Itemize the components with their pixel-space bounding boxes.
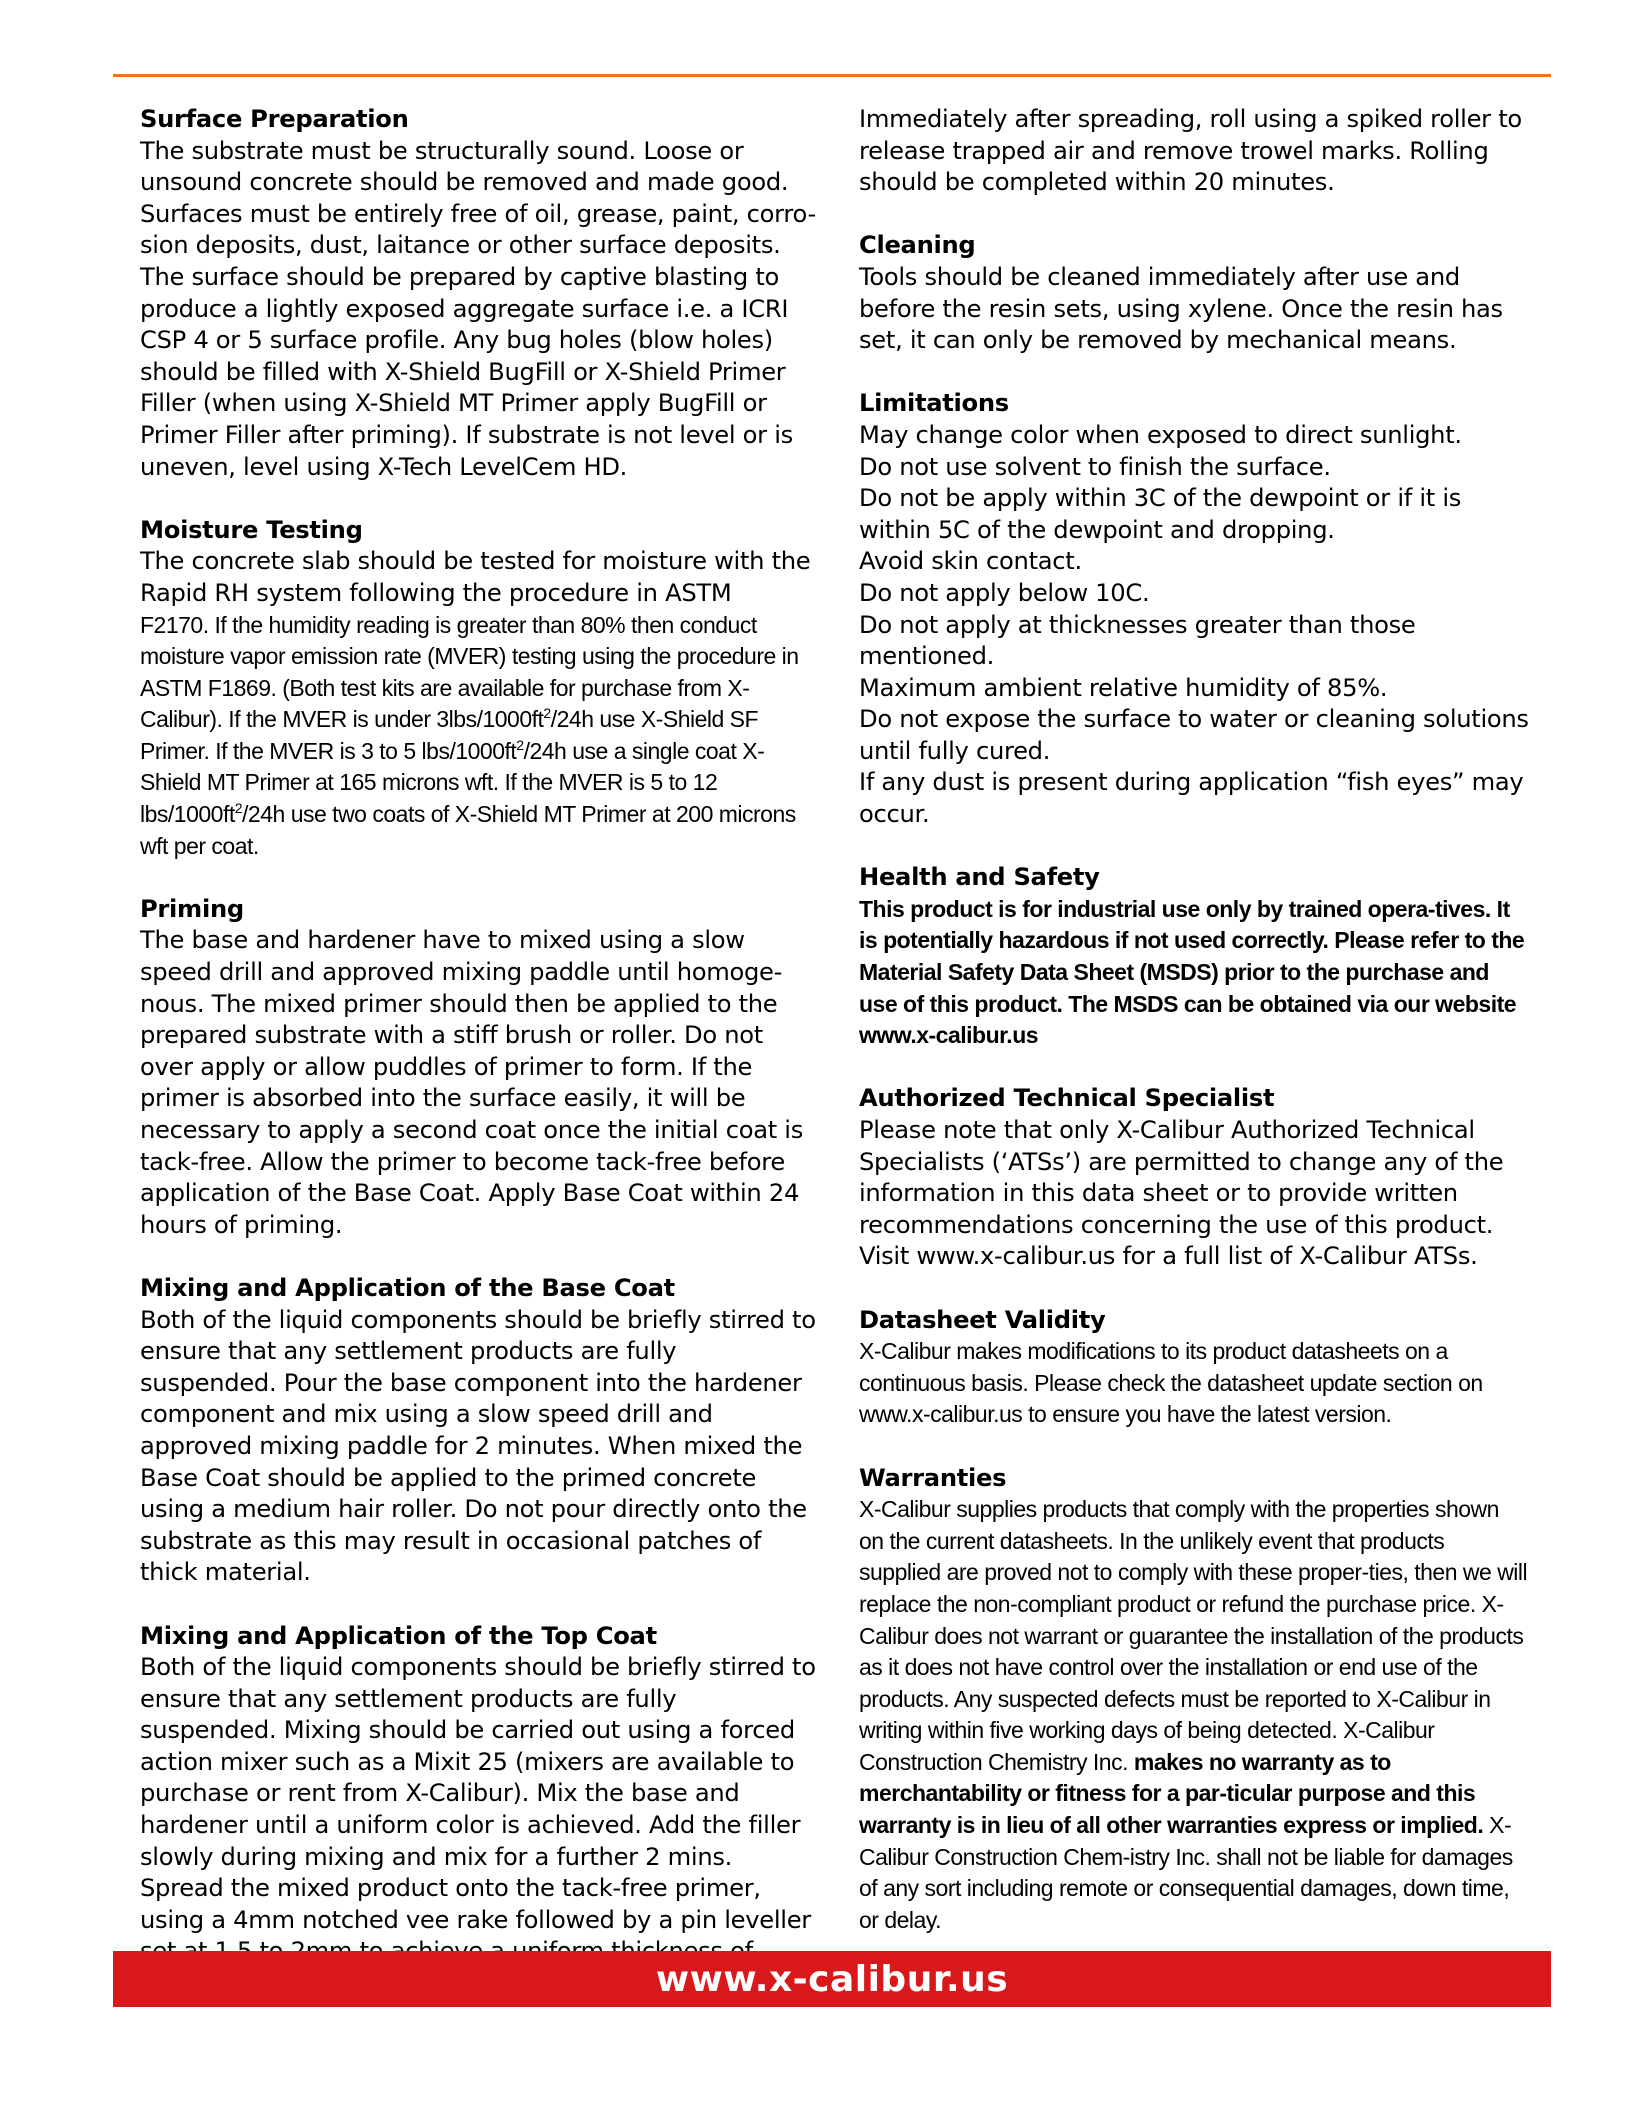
section-body: X-Calibur makes modifications to its product datasheets on a continuous basis. Please check the datasheet update section on www.x-calibur.us to ensure you have the latest version. [859, 1338, 1483, 1428]
section-body-bold: This product is for industrial use only by trained opera-tives. It is potentially hazardous if not used correctly. Please refer to the Material Safety Data Sheet (MSDS) prior to the purchase and use of this product. The MSDS can be obtained via our website www.x-calibur.us [859, 895, 1525, 1049]
section-body [859, 1494, 1529, 1936]
limitation-item: Do not apply at thicknesses greater than those mentioned. [859, 610, 1416, 671]
section-heading: Warranties [859, 1463, 1007, 1492]
section-authorized-specialist [859, 1083, 1529, 1273]
body-text-bold: makes no warranty as to merchantability or fitness for a par-ticular purpose and this warranty is in lieu of all other warranties express or implied. [859, 1748, 1484, 1839]
section-body: Both of the liquid components should be briefly stirred to ensure that any settlement products are fully suspended. Pour the base component into the hardener component and mix using a slow speed drill and approved mixing paddle for 2 minutes. When mixed the Base Coat should be applied to the primed concrete using a medium hair roller. Do not pour directly onto the substrate as this may result in occasional patches of thick material. [140, 1305, 816, 1587]
limitation-item: Do not be apply within 3C of the dewpoint or if it is within 5C of the dewpoint and dropping. [859, 484, 1462, 544]
section-body: The base and hardener have to mixed using a slow speed drill and approved mixing paddle until homoge-nous. The mixed primer should then be applied to the prepared substrate with a stiff brush or roller. Do not over apply or allow puddles of primer to form. If the primer is absorbed into the surface easily, it will be necessary to apply a second coat once the initial coat is tack-free. Allow the primer to become tack-free before application of the Base Coat. Apply Base Coat within 24 hours of priming. [140, 926, 804, 1239]
section-body: Tools should be cleaned immediately after use and before the resin sets, using xylene. Once the resin has set, it can only be removed by mechanical means. [859, 262, 1503, 355]
section-warranties [859, 1463, 1529, 1937]
left-column [140, 104, 820, 2031]
section-heading: Limitations [859, 389, 1009, 418]
section-cleaning [859, 230, 1529, 356]
section-limitations [859, 388, 1529, 830]
section-surface-preparation [140, 104, 820, 483]
section-heading: Surface Preparation [140, 105, 409, 133]
limitation-item: Do not apply below 10C. [859, 578, 1150, 607]
section-health-safety [859, 862, 1529, 1052]
section-base-coat [140, 1273, 820, 1589]
limitation-item: Do not use solvent to finish the surface. [859, 452, 1331, 481]
section-heading: Datasheet Validity [859, 1305, 1106, 1334]
section-priming [140, 894, 820, 1242]
body-text: /24h use X-Shield SF Primer. If the MVER is 3 to 5 lbs/1000ft [140, 706, 759, 764]
body-text: F2170. If the humidity reading is greater than 80% then conduct moisture vapor emission rate (MVER) testing using the procedure in ASTM F1869. (Both test kits are available for purchase from X-Calibur). If the MVER is under 3lbs/1000ft [140, 611, 799, 733]
top-accent-rule [113, 74, 1551, 77]
section-heading: Priming [140, 894, 244, 923]
section-heading: Mixing and Application of the Top Coat [140, 1621, 657, 1650]
limitation-item: If any dust is present during application “fish eyes” may occur. [859, 768, 1524, 829]
section-body: Both of the liquid components should be briefly stirred to ensure that any settlement products are fully suspended. Mixing should be carried out using a forced action mixer such as a Mixit 25 (mixers are available to purchase or rent from X-Calibur). Mix the base and hardener until a uniform color is achieved. Add the filler slowly during mixing and mix for a further 2 mins. Spread the mixed product onto the tack-free primer, using a 4mm notched vee rake followed by a pin leveller [140, 1653, 816, 1934]
limitation-item: Avoid skin contact. [859, 547, 1082, 576]
section-heading: Moisture Testing [140, 515, 363, 544]
footer-website-link[interactable]: www.x-calibur.us [655, 1958, 1009, 2000]
section-body-narrow [140, 610, 820, 863]
section-body: Immediately after spreading, roll using a spiked roller to release trapped air and remove trowel marks. Rolling should be completed within 20 minutes. [859, 105, 1522, 197]
limitation-item: Maximum ambient relative humidity of 85%. [859, 673, 1388, 702]
section-heading: Authorized Technical Specialist [859, 1084, 1275, 1113]
body-text: X-Calibur Construction Chem-istry Inc. shall not be liable for damages of any sort including remote or consequential damages, down time, or delay. [859, 1812, 1513, 1933]
section-heading: Health and Safety [859, 863, 1100, 892]
section-moisture-testing [140, 515, 820, 863]
section-body: The substrate must be structurally sound. Loose or unsound concrete should be removed and made good. Surfaces must be entirely free of oil, grease, paint, corro-sion deposits, dust, laitance or other surface deposits. The surface should be prepared by captive blasting to produce a lightly exposed aggregate surface i.e. a ICRI CSP 4 or 5 surface profile. Any bug holes (blow holes) should be filled with X-Shield BugFill or X-Shield Primer Filler (when using X-Shield MT Primer apply BugFill or Primer Filler after priming). If substrate is not level or is uneven, level using X-Tech LevelCem HD. [140, 136, 816, 481]
body-text: /24h use a single coat X-Shield MT Primer at 165 microns wft. If the MVER is 5 to 12 lbs/1000ft [140, 737, 765, 828]
limitation-item: Do not expose the surface to water or cleaning solutions until fully cured. [859, 705, 1529, 765]
section-body: Please note that only X-Calibur Authorized Technical Specialists (‘ATSs’) are permitted to change any of the information in this data sheet or to provide written recommendations concerning the use of this product. Visit www.x-calibur.us for a full list of X-Calibur ATSs. [859, 1116, 1504, 1271]
limitation-item: May change color when exposed to direct sunlight. [859, 420, 1462, 449]
superscript: 2 [234, 800, 243, 817]
superscript: 2 [543, 705, 551, 722]
section-heading: Mixing and Application of the Base Coat [140, 1273, 675, 1302]
section-top-coat [140, 1621, 820, 2000]
body-text: /24h use two coats of X-Shield MT Primer at 200 microns wft per coat. [140, 801, 796, 859]
footer-bar [113, 1951, 1551, 2007]
section-datasheet-validity [859, 1305, 1529, 1431]
right-column [859, 104, 1529, 1968]
section-body: The concrete slab should be tested for moisture with the Rapid RH system following the procedure in ASTM [140, 547, 811, 607]
section-heading: Cleaning [859, 231, 976, 260]
body-text: X-Calibur supplies products that comply with the properties shown on the current datasheets. In the unlikely event that products supplied are proved not to comply with these proper-ties, then we will replace the non-compliant product or refund the purchase price. X-Calibur does not warrant or guarantee the installation of the products as it does not have control over the installation or end use of the products. Any suspected defects must be reported to X-Calibur in writing within five working days of being detected. X-Calibur Construction Chemistry Inc. [859, 1496, 1528, 1775]
section-rolling [859, 104, 1529, 199]
superscript: 2 [516, 736, 524, 753]
